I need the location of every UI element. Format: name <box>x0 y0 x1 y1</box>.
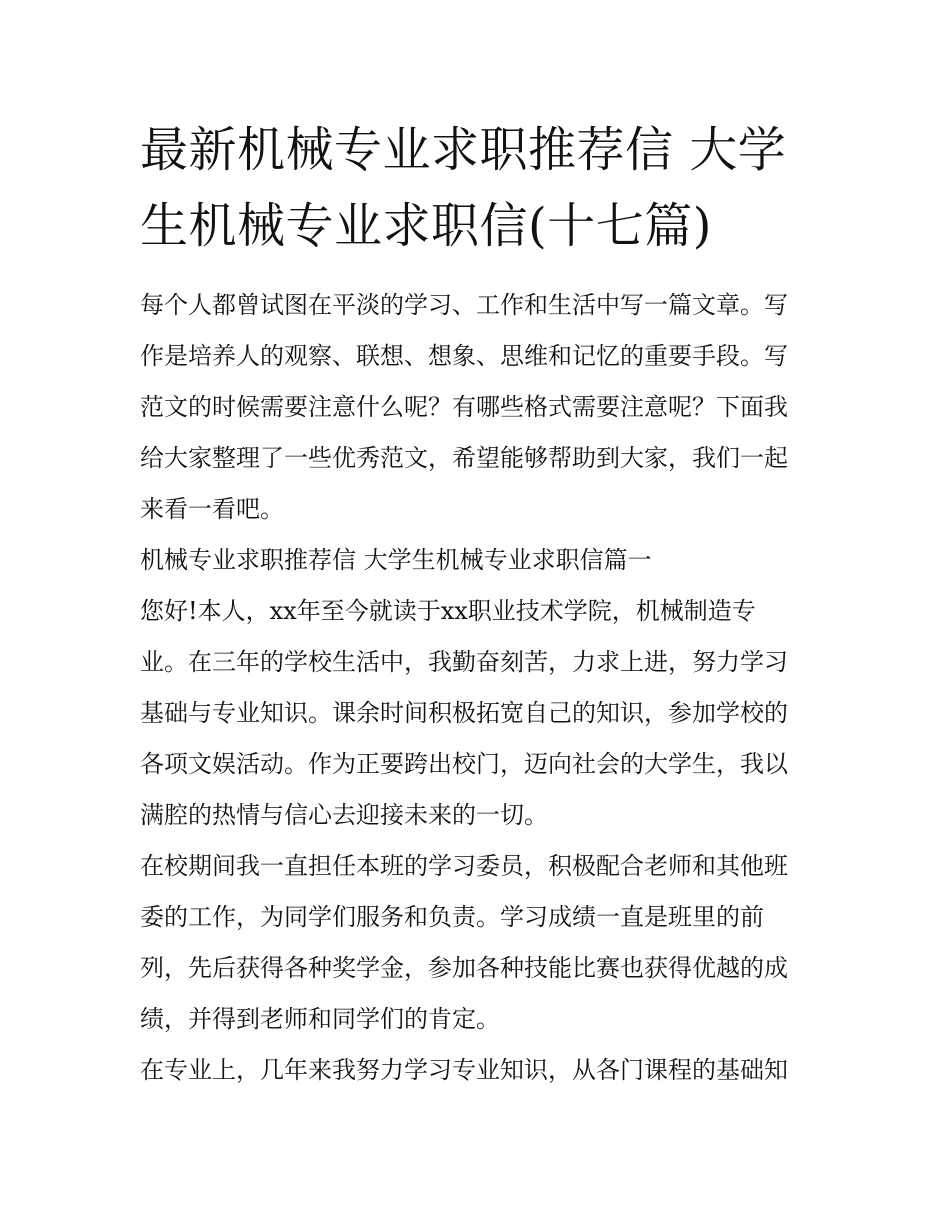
document-title <box>140 112 812 264</box>
body-line: 您好!本人，xx年至今就读于xx职业技术学院，机械制造专 <box>140 597 756 625</box>
section-heading: 机械专业求职推荐信 大学生机械专业求职信篇一 <box>140 546 652 574</box>
document-page <box>140 112 812 1096</box>
body-line: 在校期间我一直担任本班的学习委员，积极配合老师和其他班 <box>140 852 788 880</box>
title-line-1: 最新机械专业求职推荐信 大学 <box>140 122 787 178</box>
body-line: 绩，并得到老师和同学们的肯定。 <box>140 1005 500 1033</box>
body-line: 委的工作，为同学们服务和负责。学习成绩一直是班里的前 <box>140 903 764 931</box>
body-line: 作是培养人的观察、联想、想象、思维和记忆的重要手段。写 <box>140 342 788 370</box>
body-line: 满腔的热情与信心去迎接未来的一切。 <box>140 801 548 829</box>
body-line: 范文的时候需要注意什么呢？有哪些格式需要注意呢？下面我 <box>140 393 788 421</box>
body-line: 给大家整理了一些优秀范文，希望能够帮助到大家，我们一起 <box>140 444 788 472</box>
body-line: 各项文娱活动。作为正要跨出校门，迈向社会的大学生，我以 <box>140 750 788 778</box>
title-line-2: 生机械专业求职信(十七篇) <box>140 198 712 254</box>
document-body <box>140 280 812 1096</box>
body-line: 列，先后获得各种奖学金，参加各种技能比赛也获得优越的成 <box>140 954 788 982</box>
body-line: 业。在三年的学校生活中，我勤奋刻苦，力求上进，努力学习 <box>140 648 788 676</box>
body-line: 基础与专业知识。课余时间积极拓宽自己的知识，参加学校的 <box>140 699 788 727</box>
body-line: 来看一看吧。 <box>140 495 284 523</box>
body-line: 每个人都曾试图在平淡的学习、工作和生活中写一篇文章。写 <box>140 291 788 319</box>
body-line: 在专业上，几年来我努力学习专业知识，从各门课程的基础知 <box>140 1056 788 1084</box>
